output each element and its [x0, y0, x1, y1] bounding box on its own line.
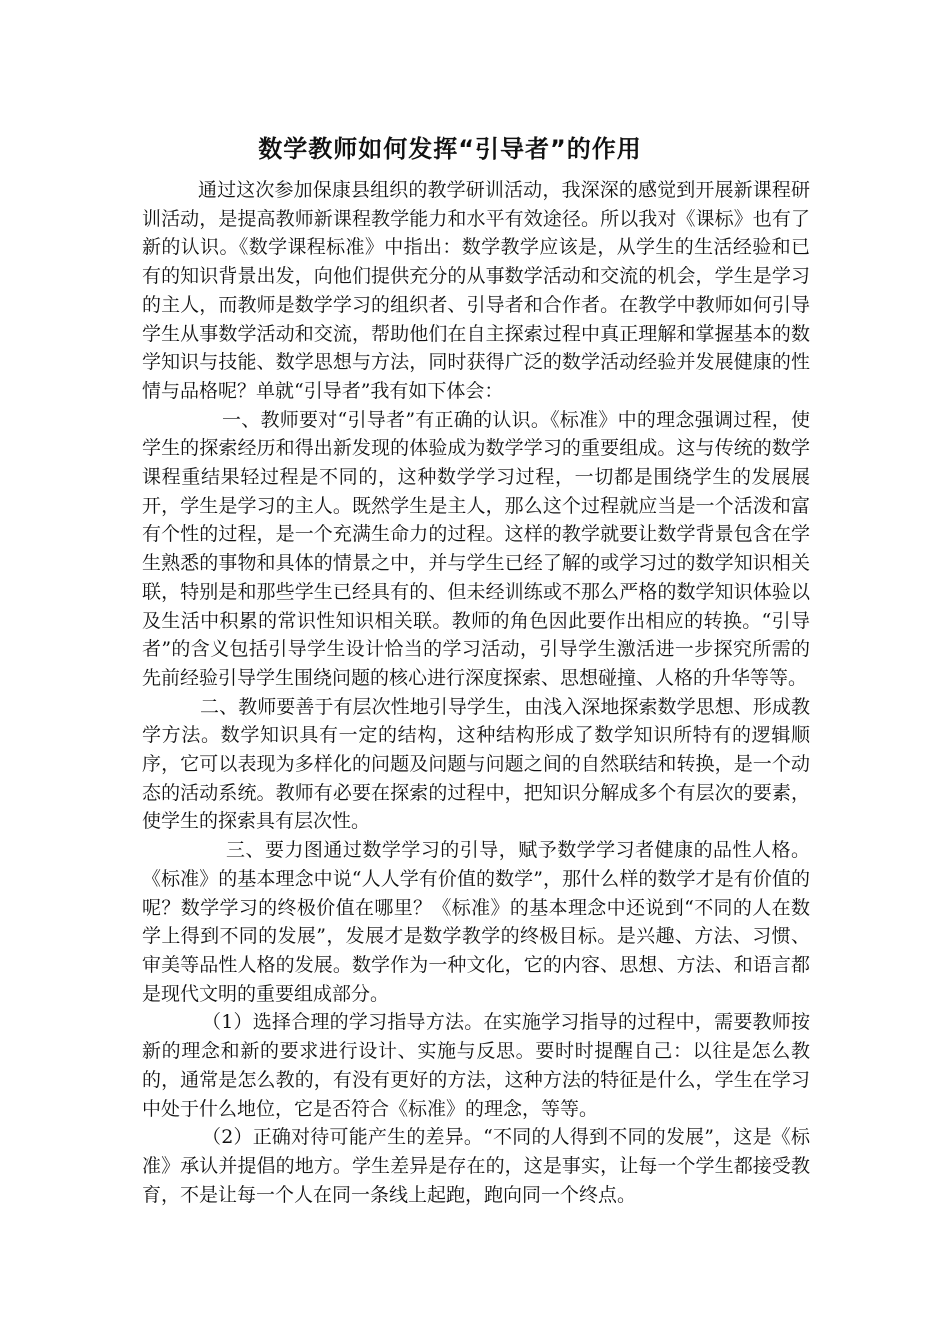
paragraph-item-1: （1）选择合理的学习指导方法。在实施学习指导的过程中，需要教师按新的理念和新的要求进行设计、实施与反思。要时时提醒自己：以往是怎么教的，通常是怎么教的，有没有更好的方法，这种方法的特征是什么，学生在学习中处于什么地位，它是否符合《标准》的理念，等等。: [142, 1011, 810, 1120]
paragraph-intro: 通过这次参加保康县组织的教学研训活动，我深深的感觉到开展新课程研训活动，是提高教师新课程教学能力和水平有效途径。所以我对《课标》也有了新的认识。《数学课程标准》中指出：数学教学应该是，从学生的生活经验和已有的知识背景出发，向他们提供充分的从事数学活动和交流的机会，学生是学习的主人，而教师是数学学习的组织者、引导者和合作者。在教学中教师如何引导学生从事数学活动和交流，帮助他们在自主探索过程中真正理解和掌握基本的数学知识与技能、数学思想与方法，同时获得广泛的数学活动经验并发展健康的性情与品格呢？单就“引导者”我有如下体会：: [142, 179, 810, 402]
document-title: 数学教师如何发挥“引导者”的作用: [258, 135, 642, 163]
paragraph-section-1: 一、教师要对“引导者”有正确的认识。《标准》中的理念强调过程，使学生的探索经历和得出新发现的体验成为数学学习的重要组成。这与传统的数学课程重结果轻过程是不同的，这种数学学习过程，一切都是围绕学生的发展展开，学生是学习的主人。既然学生是主人，那么这个过程就应当是一个活泼和富有个性的过程，是一个充满生命力的过程。这样的教学就要让数学背景包含在学生熟悉的事物和具体的情景之中，并与学生已经了解的或学习过的数学知识相关联，特别是和那些学生已经具有的、但未经训练或不那么严格的数学知识体验以及生活中积累的常识性知识相关联。教师的角色因此要作出相应的转换。“引导者”的含义包括引导学生设计恰当的学习活动，引导学生激活进一步探究所需的先前经验引导学生围绕问题的核心进行深度探索、思想碰撞、人格的升华等等。: [142, 408, 810, 689]
paragraph-item-2: （2）正确对待可能产生的差异。“不同的人得到不同的发展”，这是《标准》承认并提倡的地方。学生差异是存在的，这是事实，让每一个学生都接受教育，不是让每一个人在同一条线上起跑，跑向同一个终点。: [142, 1126, 810, 1206]
paragraph-section-2: 二、教师要善于有层次性地引导学生，由浅入深地探索数学思想、形成教学方法。数学知识具有一定的结构，这种结构形成了数学知识所特有的逻辑顺序，它可以表现为多样化的问题及问题与问题之间的自然联结和转换，是一个动态的活动系统。教师有必要在探索的过程中，把知识分解成多个有层次的要素，使学生的探索具有层次性。: [142, 695, 810, 833]
document-body: [142, 176, 810, 1209]
paragraph-section-3: 三、要力图通过数学学习的引导，赋予数学学习者健康的品性人格。《标准》的基本理念中说“人人学有价值的数学”，那什么样的数学才是有价值的呢？数学学习的终极价值在哪里？《标准》的基本理念中还说到“不同的人在数学上得到不同的发展”，发展才是数学教学的终极目标。是兴趣、方法、习惯、审美等品性人格的发展。数学作为一种文化，它的内容、思想、方法、和语言都是现代文明的重要组成部分。: [142, 839, 810, 1005]
